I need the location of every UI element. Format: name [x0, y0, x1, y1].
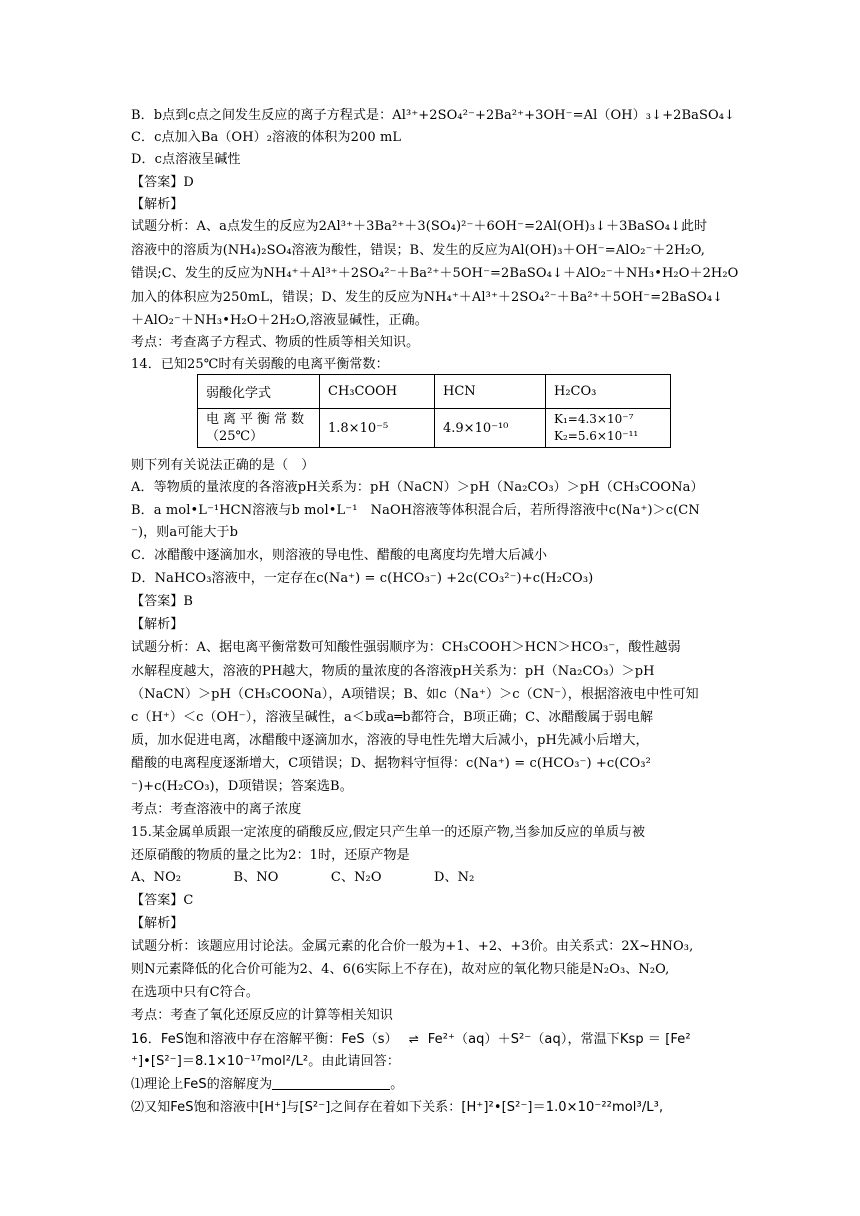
question-16-part-1-text: ⑴理论上FeS的溶解度为 — [131, 1077, 273, 1092]
question-15-options: A、NO₂ B、NO C、N₂O D、N₂ — [131, 870, 475, 885]
answer-label: 【答案】C — [131, 893, 194, 908]
question-14-stem: 14．已知25℃时有关弱酸的电离平衡常数： — [131, 357, 389, 372]
question-16-part-2: ⑵又知FeS饱和溶液中[H⁺]与[S²⁻]之间存在着如下关系：[H⁺]²•[S²⁻]＝1.0×10⁻²²mol³/L³, — [131, 1100, 664, 1115]
question-16-part-1 — [131, 1076, 771, 1094]
option-b-text-cont: ⁻)，则a可能大于b — [131, 525, 239, 540]
option-c-text: C．冰醋酸中逐滴加水，则溶液的导电性、醋酸的电离度均先增大后减小 — [131, 548, 548, 563]
option-b-text: B．b点到c点之间发生反应的离子方程式是：Al³⁺+2SO₄²⁻+2Ba²⁺+3OH⁻=Al（OH）₃↓+2BaSO₄↓ — [131, 108, 736, 123]
analysis-line: ⁻)+c(H₂CO₃)，D项错误；答案选B。 — [131, 779, 353, 794]
table-cell: 4.9×10⁻¹⁰ — [435, 409, 546, 448]
analysis-line: c（H⁺）＜c（OH⁻），溶液呈碱性，a＜b或a═b都符合，B项正确；C、冰醋酸属于弱电解 — [131, 710, 654, 725]
analysis-line: 试题分析：A、a点发生的反应为2Al³⁺＋3Ba²⁺＋3(SO₄)²⁻＋6OH⁻=2Al(OH)₃↓＋3BaSO₄↓此时 — [131, 219, 708, 234]
k2-value: K₂=5.6×10⁻¹¹ — [554, 429, 639, 443]
question-16-text: 16．FeS饱和溶液中存在溶解平衡：FeS（s） — [131, 1032, 398, 1047]
k1-value: K₁=4.3×10⁻⁷ — [554, 412, 634, 426]
analysis-line: 在选项中只有C符合。 — [131, 985, 259, 1000]
question-15-stem: 15.某金属单质跟一定浓度的硝酸反应,假定只产生单一的还原产物,当参加反应的单质与被 — [131, 825, 646, 840]
knowledge-point: 考点：考查离子方程式、物质的性质等相关知识。 — [131, 335, 420, 350]
row-label-line: （25℃） — [206, 429, 264, 444]
answer-blank[interactable] — [272, 1076, 390, 1090]
analysis-line: 溶液中的溶质为(NH₄)₂SO₄溶液为酸性，错误；B、发生的反应为Al(OH)₃＋OH⁻=AlO₂⁻＋2H₂O, — [131, 243, 705, 258]
table-row — [198, 409, 671, 448]
analysis-line: 加入的体积应为250mL，错误；D、发生的反应为NH₄⁺＋Al³⁺＋2SO₄²⁻＋Ba²⁺＋5OH⁻=2BaSO₄↓ — [131, 290, 724, 305]
analysis-line: 醋酸的电离程度逐渐增大，C项错误；D、据物料守恒得：c(Na⁺) = c(HCO₃⁻) +c(CO₃² — [131, 756, 651, 771]
table-cell — [546, 409, 671, 448]
answer-label: 【答案】B — [131, 594, 194, 609]
option-b-text: B．a mol•L⁻¹HCN溶液与b mol•L⁻¹ NaOH溶液等体积混合后，若所得溶液中c(Na⁺)＞c(CN — [131, 503, 700, 518]
analysis-label: 【解析】 — [131, 617, 184, 632]
option-d-text: D．c点溶液呈碱性 — [131, 152, 241, 167]
question-16-stem — [131, 1030, 771, 1049]
option-d-text: D．NaHCO₃溶液中，一定存在c(Na⁺) = c(HCO₃⁻) +2c(CO₃²⁻)+c(H₂CO₃) — [131, 571, 594, 586]
answer-label: 【答案】D — [131, 175, 194, 190]
table-header-cell: H₂CO₃ — [546, 375, 671, 409]
table-cell: 1.8×10⁻⁵ — [320, 409, 435, 448]
analysis-line: （NaCN）＞pH（CH₃COONa），A项错误；B、如c（Na⁺）＞c（CN⁻），根据溶液电中性可知 — [131, 687, 699, 702]
table-header-cell: CH₃COOH — [320, 375, 435, 409]
row-label-line: 电离平衡常数 — [206, 412, 309, 427]
equilibrium-arrow-icon: ⇌ — [408, 1032, 417, 1046]
analysis-label: 【解析】 — [131, 916, 184, 931]
table-header-cell: 弱酸化学式 — [198, 375, 320, 409]
analysis-line: 错误;C、发生的反应为NH₄⁺＋Al³⁺＋2SO₄²⁻＋Ba²⁺＋5OH⁻=2BaSO₄↓＋AlO₂⁻＋NH₃•H₂O＋2H₂O — [131, 266, 739, 281]
option-c-text: C．c点加入Ba（OH）₂溶液的体积为200 mL — [131, 130, 402, 145]
table-row — [198, 375, 671, 409]
analysis-line: 质，加水促进电离，冰醋酸中逐滴加水，溶液的导电性先增大后减小，pH先减小后增大， — [131, 733, 649, 748]
period: 。 — [390, 1077, 404, 1092]
analysis-line: 试题分析：该题应用讨论法。金属元素的化合价一般为+1、+2、+3价。由关系式：2X~HNO₃, — [131, 939, 694, 954]
analysis-line: 水解程度越大，溶液的PH越大，物质的量浓度的各溶液pH关系为：pH（Na₂CO₃）＞pH — [131, 664, 655, 679]
analysis-label: 【解析】 — [131, 197, 184, 212]
option-a-text: A．等物质的量浓度的各溶液pH关系为：pH（NaCN）＞pH（Na₂CO₃）＞pH（CH₃COONa） — [131, 480, 704, 495]
question-16-stem-cont: ⁺]•[S²⁻]＝8.1×10⁻¹⁷mol²/L²。由此请回答： — [131, 1054, 400, 1069]
analysis-line: ＋AlO₂⁻＋NH₃•H₂O＋2H₂O,溶液显碱性，正确。 — [131, 313, 428, 328]
ionization-constant-table — [197, 374, 671, 448]
question-14-prompt: 则下列有关说法正确的是（ ） — [131, 458, 315, 473]
table-header-cell: HCN — [435, 375, 546, 409]
knowledge-point: 考点：考查溶液中的离子浓度 — [131, 802, 302, 817]
analysis-line: 试题分析：A、据电离平衡常数可知酸性强弱顺序为：CH₃COOH＞HCN＞HCO₃⁻，酸性越弱 — [131, 640, 681, 655]
question-15-stem: 还原硝酸的物质的量之比为2：1时，还原产物是 — [131, 848, 410, 863]
knowledge-point: 考点：考查了氧化还原反应的计算等相关知识 — [131, 1008, 394, 1023]
analysis-line: 则N元素降低的化合价可能为2、4、6(6实际上不存在)，故对应的氧化物只能是N₂O₃、N₂O, — [131, 962, 670, 977]
question-16-text: Fe²⁺（aq）＋S²⁻（aq），常温下Ksp ＝ [Fe² — [427, 1032, 691, 1047]
table-row-label — [198, 409, 320, 448]
